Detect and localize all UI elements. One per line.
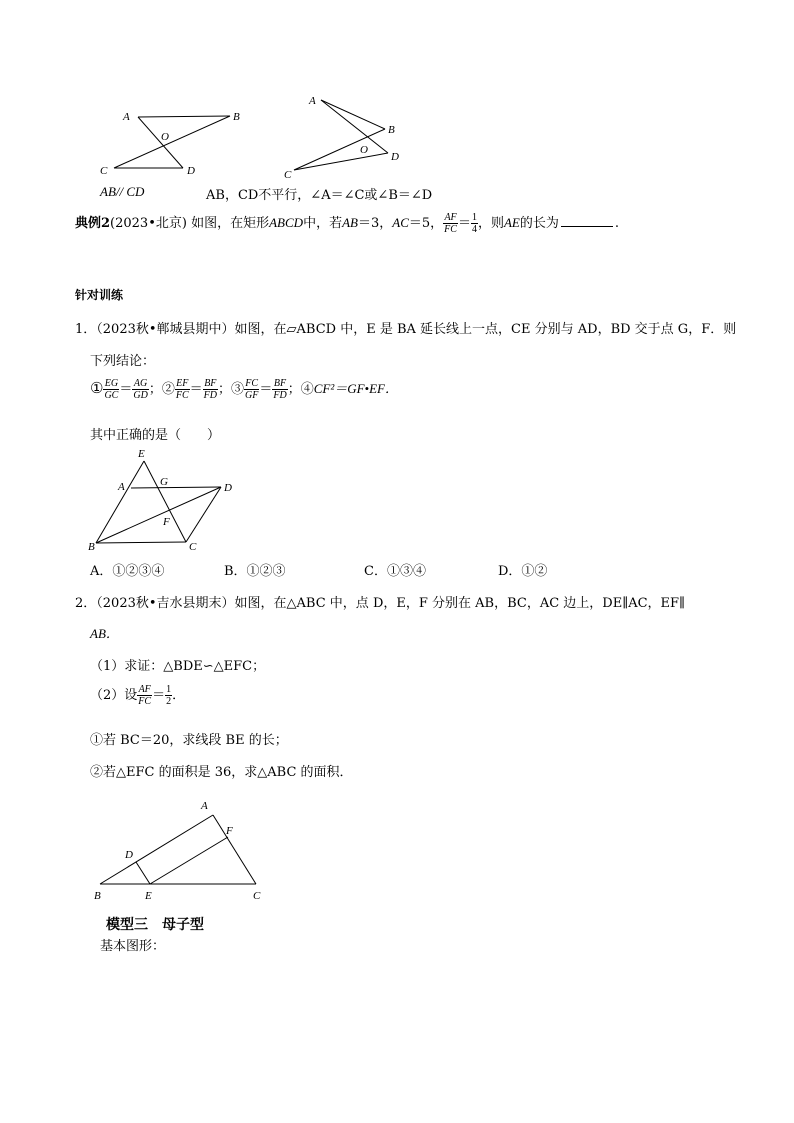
numerator: AF <box>138 684 151 695</box>
model-title: 模型三 母子型 <box>106 917 204 933</box>
circled-1: ① <box>90 379 104 397</box>
example-2 <box>75 212 619 235</box>
question-text: 如图，在▱ABCD 中，E 是 BA 延长线上一点，CE 分别与 AD，BD 交于点 G，F．则 <box>234 322 737 337</box>
conclusion-4: CF²＝GF•EF． <box>313 381 398 396</box>
caption-nonparallel: AB，CD不平行，∠A＝∠C或∠B＝∠D <box>206 188 433 203</box>
caption-parallel: AB// CD <box>100 184 145 199</box>
fraction <box>132 378 148 401</box>
q1-option-d[interactable]: D．①② <box>498 564 548 579</box>
numerator: FC <box>245 378 259 389</box>
denominator: FD <box>203 390 217 401</box>
denominator: 2 <box>166 696 172 707</box>
label-A: A <box>123 111 130 123</box>
math: ABCD <box>269 215 304 230</box>
label-C: C <box>284 169 292 181</box>
label-A: A <box>201 800 208 812</box>
fraction <box>175 378 190 401</box>
question-source: （2023秋•吉水县期末） <box>96 596 235 611</box>
question-number: 1． <box>75 322 97 337</box>
fraction <box>471 212 478 235</box>
circled-3: ；③ <box>217 382 244 397</box>
label-D: D <box>125 849 133 861</box>
text: 如图，在矩形 <box>191 216 270 231</box>
numerator: AG <box>133 378 148 389</box>
denominator: FC <box>138 696 152 707</box>
q2-line2: AB． <box>90 626 119 641</box>
label-F: F <box>163 516 170 528</box>
q2-sub2: ②若△EFC 的面积是 36，求△ABC 的面积． <box>90 765 353 780</box>
q2-part1: （1）求证：△BDE∽△EFC； <box>90 659 266 674</box>
math: AB <box>342 215 358 230</box>
fraction <box>103 378 119 401</box>
label-C: C <box>189 541 197 553</box>
text: . <box>614 216 620 231</box>
text: ，则 <box>477 216 504 231</box>
text: ． <box>172 688 186 703</box>
q1-option-b[interactable]: B．①②③ <box>224 564 286 579</box>
numerator: BF <box>273 378 287 389</box>
q2-part2 <box>90 684 185 707</box>
text: ＝3， <box>357 216 393 231</box>
question-number: 2． <box>75 596 97 611</box>
circled-4: ；④ <box>287 382 314 397</box>
q1-line1 <box>75 318 736 337</box>
figure-parallel-x <box>90 100 260 185</box>
example-source: (2023•北京) <box>110 216 187 231</box>
math: AE <box>503 215 520 230</box>
q1-option-a[interactable]: A．①②③④ <box>90 564 165 579</box>
numerator: BF <box>204 378 217 389</box>
q2-line1 <box>75 592 685 611</box>
denominator: FC <box>444 224 457 235</box>
section-title: 针对训练 <box>75 288 124 302</box>
denominator: GF <box>245 390 259 401</box>
label-A: A <box>118 481 125 493</box>
figure-parallelogram <box>86 443 246 555</box>
label-C: C <box>253 890 261 902</box>
text: ＝5， <box>408 216 444 231</box>
label-F: F <box>226 825 233 837</box>
q1-option-c[interactable]: C．①③④ <box>364 564 426 579</box>
numerator: 1 <box>471 212 477 223</box>
label-B: B <box>94 890 101 902</box>
q1-conclusions: ① $\frac{EG}{GC}$ ＝ $\frac{AG}{GD}$ ；② $\frac{EF}{FC}$ ＝ $\frac{BF}{FD}$ ；③ $\frac{FC}{GF}$ ＝ $\frac{BF}{FD}$ ；④CF²＝GF•EF． <box>90 378 398 401</box>
label-O: O <box>360 144 368 156</box>
figure-nonparallel-x <box>280 88 420 183</box>
denominator: 4 <box>471 224 477 235</box>
circled-2: ；② <box>148 382 175 397</box>
text: 的长为 <box>519 216 559 231</box>
question-source: （2023秋•郸城县期中） <box>96 322 235 337</box>
label-E: E <box>138 448 145 460</box>
text: 中，若 <box>303 216 343 231</box>
fraction <box>272 378 287 401</box>
label-A: A <box>309 95 316 107</box>
label-D: D <box>391 151 399 163</box>
figure-triangle <box>88 795 278 905</box>
numerator: EF <box>176 378 189 389</box>
question-text: 如图，在△ABC 中，点 D，E，F 分别在 AB，BC，AC 边上，DE∥AC，EF∥ <box>234 596 686 611</box>
numerator: EG <box>104 378 119 389</box>
denominator: GD <box>133 390 148 401</box>
q1-line2: 下列结论： <box>90 354 156 369</box>
denominator: FD <box>273 390 287 401</box>
numerator: AF <box>444 212 457 223</box>
label-G: G <box>160 476 168 488</box>
label-C: C <box>100 165 108 177</box>
label-D: D <box>224 482 232 494</box>
text: ＝ <box>152 688 166 703</box>
text: ＝ <box>457 216 471 231</box>
text: （2）设 <box>90 688 138 703</box>
numerator: 1 <box>166 684 172 695</box>
model-subtitle: 基本图形： <box>100 939 166 954</box>
fraction <box>244 378 259 401</box>
q1-ask: 其中正确的是（ ） <box>90 428 221 443</box>
fraction <box>203 378 218 401</box>
q2-sub1: ①若 BC＝20，求线段 BE 的长； <box>90 733 288 748</box>
math: AC <box>392 215 409 230</box>
label-B: B <box>88 541 95 553</box>
fraction <box>137 684 152 707</box>
example-tag: 典例2 <box>75 216 111 231</box>
denominator: FC <box>175 390 189 401</box>
label-E: E <box>145 890 152 902</box>
label-B: B <box>388 124 395 136</box>
answer-blank[interactable] <box>561 216 613 227</box>
label-O: O <box>161 131 169 143</box>
label-B: B <box>233 111 240 123</box>
denominator: GC <box>104 390 119 401</box>
fraction <box>443 212 458 235</box>
label-D: D <box>187 165 195 177</box>
